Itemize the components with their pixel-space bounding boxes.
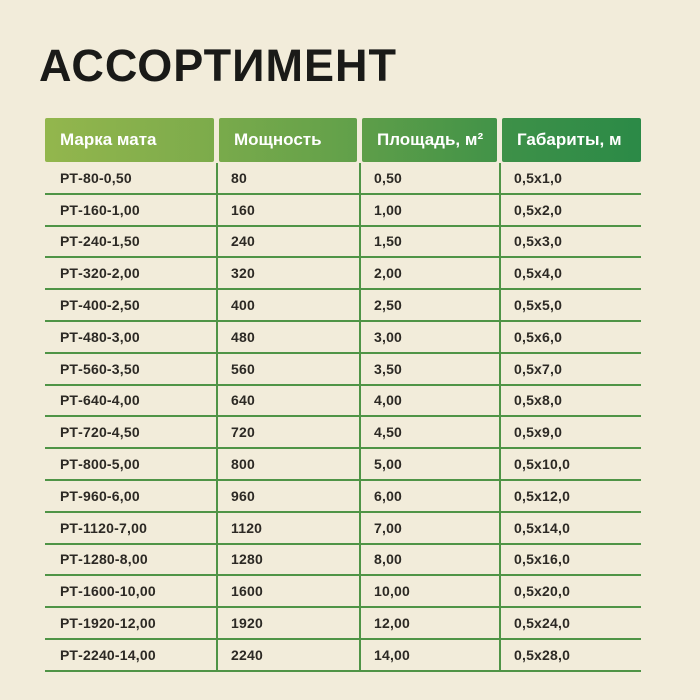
- cell-power: 1280: [216, 545, 359, 575]
- cell-power: 560: [216, 354, 359, 384]
- cell-mat-brand: РТ-320-2,00: [60, 265, 140, 282]
- cell-mat-brand: РТ-960-6,00: [60, 487, 140, 504]
- page-title: АССОРТИМЕНТ: [39, 40, 397, 91]
- cell-mat-brand: РТ-80-0,50: [60, 169, 132, 186]
- table-row: [45, 449, 641, 481]
- cell-mat-brand: РТ-1920-12,00: [60, 615, 156, 632]
- cell-area: 2,00: [359, 258, 499, 288]
- cell-dimensions: 0,5x7,0: [499, 354, 641, 384]
- cell-dimensions: 0,5x1,0: [499, 163, 641, 193]
- cell-dimensions: 0,5x6,0: [499, 322, 641, 352]
- cell-dimensions: 0,5x4,0: [499, 258, 641, 288]
- cell-power: 480: [216, 322, 359, 352]
- table-row: [45, 576, 641, 608]
- cell-mat-brand: РТ-640-4,00: [60, 392, 140, 409]
- cell-dimensions: 0,5x28,0: [499, 640, 641, 670]
- table-row: [45, 640, 641, 672]
- table-row: [45, 227, 641, 259]
- cell-dimensions: 0,5x8,0: [499, 386, 641, 416]
- cell-area: 4,50: [359, 417, 499, 447]
- cell-area: 4,00: [359, 386, 499, 416]
- cell-power: 1120: [216, 513, 359, 543]
- table-row: [45, 195, 641, 227]
- table-row: [45, 354, 641, 386]
- cell-power: 240: [216, 227, 359, 257]
- cell-dimensions: 0,5x3,0: [499, 227, 641, 257]
- table-row: [45, 258, 641, 290]
- cell-area: 8,00: [359, 545, 499, 575]
- table-row: [45, 290, 641, 322]
- cell-power: 160: [216, 195, 359, 225]
- cell-dimensions: 0,5x24,0: [499, 608, 641, 638]
- cell-area: 1,50: [359, 227, 499, 257]
- cell-power: 1600: [216, 576, 359, 606]
- cell-power: 320: [216, 258, 359, 288]
- cell-power: 2240: [216, 640, 359, 670]
- cell-mat-brand: РТ-240-1,50: [60, 233, 140, 250]
- cell-mat-brand: РТ-560-3,50: [60, 360, 140, 377]
- cell-area: 7,00: [359, 513, 499, 543]
- cell-power: 720: [216, 417, 359, 447]
- cell-dimensions: 0,5x5,0: [499, 290, 641, 320]
- cell-power: 960: [216, 481, 359, 511]
- cell-dimensions: 0,5x20,0: [499, 576, 641, 606]
- cell-area: 3,50: [359, 354, 499, 384]
- cell-area: 14,00: [359, 640, 499, 670]
- cell-area: 12,00: [359, 608, 499, 638]
- cell-area: 2,50: [359, 290, 499, 320]
- cell-dimensions: 0,5x16,0: [499, 545, 641, 575]
- cell-mat-brand: РТ-1120-7,00: [60, 519, 148, 536]
- cell-power: 640: [216, 386, 359, 416]
- table-row: [45, 163, 641, 195]
- cell-area: 10,00: [359, 576, 499, 606]
- table-body: [45, 163, 641, 672]
- cell-dimensions: 0,5x10,0: [499, 449, 641, 479]
- cell-area: 3,00: [359, 322, 499, 352]
- assortment-table: [45, 118, 641, 672]
- cell-dimensions: 0,5x9,0: [499, 417, 641, 447]
- cell-power: 400: [216, 290, 359, 320]
- cell-mat-brand: РТ-400-2,50: [60, 297, 140, 314]
- table-row: [45, 322, 641, 354]
- cell-area: 6,00: [359, 481, 499, 511]
- cell-dimensions: 0,5x12,0: [499, 481, 641, 511]
- cell-area: 5,00: [359, 449, 499, 479]
- table-row: [45, 545, 641, 577]
- cell-mat-brand: РТ-2240-14,00: [60, 646, 156, 663]
- table-row: [45, 386, 641, 418]
- cell-area: 0,50: [359, 163, 499, 193]
- cell-dimensions: 0,5x2,0: [499, 195, 641, 225]
- column-header-area: Площадь, м²: [362, 118, 497, 162]
- table-header-row: [45, 118, 641, 162]
- column-header-power: Мощность: [219, 118, 357, 162]
- column-header-mat-brand: Марка мата: [45, 118, 214, 162]
- table-row: [45, 513, 641, 545]
- cell-mat-brand: РТ-1280-8,00: [60, 551, 148, 568]
- cell-mat-brand: РТ-160-1,00: [60, 201, 140, 218]
- cell-power: 1920: [216, 608, 359, 638]
- cell-mat-brand: РТ-720-4,50: [60, 424, 140, 441]
- cell-area: 1,00: [359, 195, 499, 225]
- cell-mat-brand: РТ-1600-10,00: [60, 583, 156, 600]
- cell-power: 800: [216, 449, 359, 479]
- column-header-dimensions: Габариты, м: [502, 118, 641, 162]
- cell-power: 80: [216, 163, 359, 193]
- table-row: [45, 417, 641, 449]
- cell-mat-brand: РТ-800-5,00: [60, 456, 140, 473]
- cell-mat-brand: РТ-480-3,00: [60, 328, 140, 345]
- table-row: [45, 608, 641, 640]
- cell-dimensions: 0,5x14,0: [499, 513, 641, 543]
- table-row: [45, 481, 641, 513]
